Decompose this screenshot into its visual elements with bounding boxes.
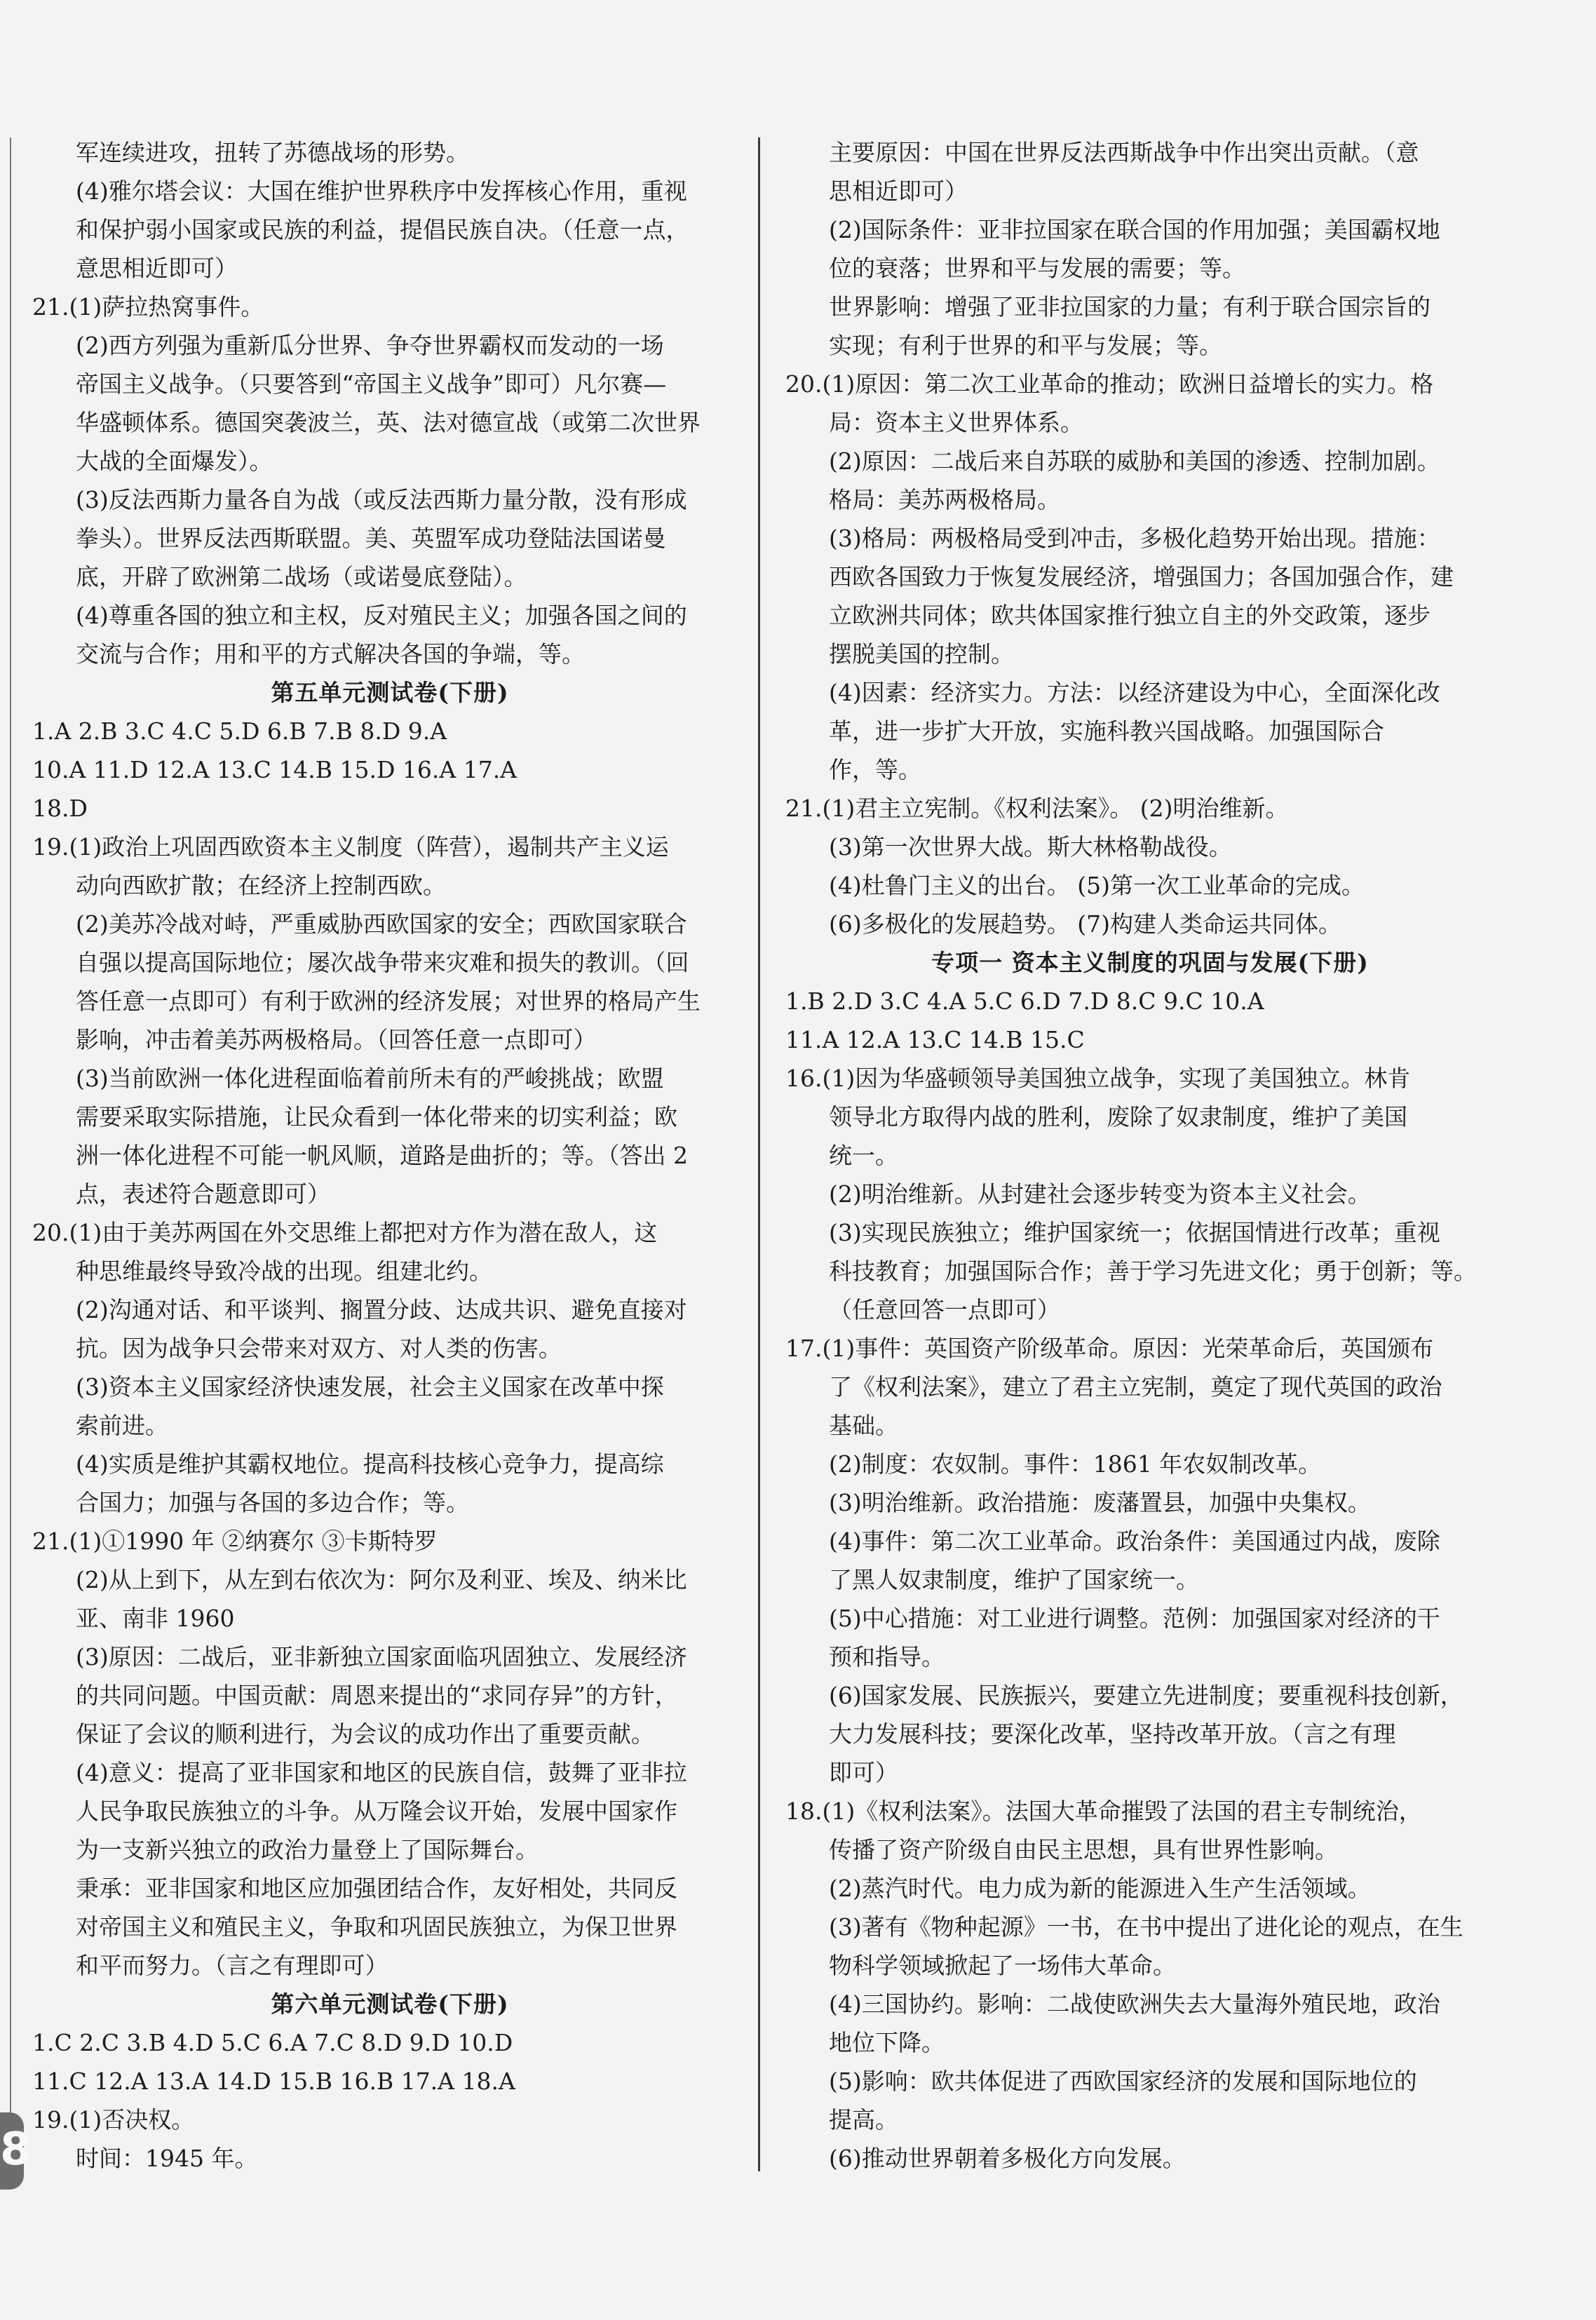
answer-line: (3)实现民族独立；维护国家统一；依据国情进行改革；重视 [829,1219,1440,1246]
answer-line: (4)杜鲁门主义的出台。 (5)第一次工业革命的完成。 [829,872,1365,899]
answer-line: (4)因素：经济实力。方法：以经济建设为中心，全面深化改 [829,679,1440,706]
answer-line: 亚、南非 1960 [76,1605,235,1632]
answer-line: (5)中心措施：对工业进行调整。范例：加强国家对经济的干 [829,1605,1440,1632]
answer-line: 21.(1)萨拉热窝事件。 [32,293,264,321]
answer-line: 帝国主义战争。（只要答到“帝国主义战争”即可）凡尔赛— [76,370,667,398]
answer-line: (5)影响：欧共体促进了西欧国家经济的发展和国际地位的 [829,2068,1417,2095]
answer-line: 拳头）。世界反法西斯联盟。美、英盟军成功登陆法国诺曼 [76,525,666,552]
answer-line: 意思相近即可） [76,255,238,282]
answer-line: 科技教育；加强国际合作；善于学习先进文化；勇于创新；等。 [829,1257,1477,1285]
answer-line: 20.(1)由于美苏两国在外交思维上都把对方作为潜在敌人，这 [32,1219,658,1246]
answer-line: 索前进。 [76,1412,168,1439]
answer-line: 抗。因为战争只会带来对双方、对人类的伤害。 [76,1335,562,1362]
answer-line: 为一支新兴独立的政治力量登上了国际舞台。 [76,1836,539,1863]
section-heading: 第六单元测试卷(下册) [271,1990,509,2018]
answer-line: 提高。 [829,2106,898,2133]
answer-line: 影响，冲击着美苏两极格局。（回答任意一点即可） [76,1026,597,1053]
answer-line: (3)当前欧洲一体化进程面临着前所未有的严峻挑战；欧盟 [76,1065,664,1092]
answer-line: 领导北方取得内战的胜利，废除了奴隶制度，维护了美国 [829,1103,1407,1131]
answer-line: 人民争取民族独立的斗争。从万隆会议开始，发展中国家作 [76,1798,677,1825]
answer-line: 了《权利法案》，建立了君主立宪制，奠定了现代英国的政治 [829,1373,1442,1401]
answer-line: 需要采取实际措施，让民众看到一体化带来的切实利益；欧 [76,1103,677,1131]
answer-line: （任意回答一点即可） [829,1296,1060,1323]
answer-line: 格局：美苏两极格局。 [829,486,1060,513]
answer-line: (4)意义：提高了亚非国家和地区的民族自信，鼓舞了亚非拉 [76,1759,687,1786]
answer-line: 了黑人奴隶制度，维护了国家统一。 [829,1566,1199,1593]
answer-line: 革，进一步扩大开放，实施科教兴国战略。加强国际合 [829,717,1384,745]
page-number: 8 [0,2124,32,2176]
answer-line: (3)明治维新。政治措施：废藩置县，加强中央集权。 [829,1489,1371,1516]
answer-line: (4)尊重各国的独立和主权，反对殖民主义；加强各国之间的 [76,602,687,629]
section-heading: 专项一 资本主义制度的巩固与发展(下册) [931,949,1369,976]
answer-line: 位的衰落；世界和平与发展的需要；等。 [829,255,1245,282]
answer-line: 时间：1945 年。 [76,2145,258,2172]
answer-line: 11.A 12.A 13.C 14.B 15.C [785,1026,1085,1053]
answer-line: 自强以提高国际地位；屡次战争带来灾难和损失的教训。（回 [76,949,689,976]
answer-line: 保证了会议的顺利进行，为会议的成功作出了重要贡献。 [76,1720,654,1748]
answer-line: 地位下降。 [829,2029,945,2056]
answer-line: (3)原因：二战后，亚非新独立国家面临巩固独立、发展经济 [76,1643,687,1671]
answer-line: 19.(1)政治上巩固西欧资本主义制度（阵营），遏制共产主义运 [32,833,669,861]
right-column [785,133,1515,2178]
answer-line: (6)推动世界朝着多极化方向发展。 [829,2145,1186,2172]
answer-line: 局：资本主义世界体系。 [829,409,1083,436]
answer-line: 17.(1)事件：英国资产阶级革命。原因：光荣革命后，英国颁布 [785,1335,1434,1362]
answer-line: 1.C 2.C 3.B 4.D 5.C 6.A 7.C 8.D 9.D 10.D [32,2029,513,2056]
answer-line: (3)著有《物种起源》一书，在书中提出了进化论的观点，在生 [829,1913,1463,1941]
answer-line: (3)第一次世界大战。斯大林格勒战役。 [829,833,1232,861]
answer-line: 答任意一点即可）有利于欧洲的经济发展；对世界的格局产生 [76,987,701,1015]
answer-line: 物科学领域掀起了一场伟大革命。 [829,1952,1176,1979]
answer-line: 18.D [32,795,88,822]
answer-line: 军连续进攻，扭转了苏德战场的形势。 [76,139,469,166]
answer-line: (2)明治维新。从封建社会逐步转变为资本主义社会。 [829,1180,1371,1208]
answer-line: 传播了资产阶级自由民主思想，具有世界性影响。 [829,1836,1338,1863]
section-heading: 第五单元测试卷(下册) [271,679,509,706]
answer-line: 10.A 11.D 12.A 13.C 14.B 15.D 16.A 17.A [32,756,518,783]
answer-line: (3)反法西斯力量各自为战（或反法西斯力量分散，没有形成 [76,486,687,513]
answer-line: (3)资本主义国家经济快速发展，社会主义国家在改革中探 [76,1373,664,1401]
answer-line: 主要原因：中国在世界反法西斯战争中作出突出贡献。（意 [829,139,1419,166]
answer-line: 合国力；加强与各国的多边合作；等。 [76,1489,469,1516]
answer-line: (4)雅尔塔会议：大国在维护世界秩序中发挥核心作用，重视 [76,177,687,205]
answer-line: (4)三国协约。影响：二战使欧洲失去大量海外殖民地，政治 [829,1990,1440,2018]
answer-line: 大力发展科技；要深化改革，坚持改革开放。（言之有理 [829,1720,1396,1748]
answer-line: 20.(1)原因：第二次工业革命的推动；欧洲日益增长的实力。格 [785,370,1434,398]
answer-line: 16.(1)因为华盛顿领导美国独立战争，实现了美国独立。林肯 [785,1065,1411,1092]
answer-line: 和保护弱小国家或民族的利益，提倡民族自决。（任意一点， [76,216,689,243]
answer-line: (2)制度：农奴制。事件：1861 年农奴制改革。 [829,1450,1322,1478]
answer-line: 大战的全面爆发）。 [76,447,273,475]
answer-line: 种思维最终导致冷战的出现。组建北约。 [76,1257,492,1285]
answer-line: 华盛顿体系。德国突袭波兰，英、法对德宣战（或第二次世界 [76,409,701,436]
answer-line: (2)西方列强为重新瓜分世界、争夺世界霸权而发动的一场 [76,332,664,359]
answer-line: 对帝国主义和殖民主义，争取和巩固民族独立，为保卫世界 [76,1913,677,1941]
answer-line: 基础。 [829,1412,898,1439]
answer-line: 统一。 [829,1142,898,1169]
answer-line: (2)美苏冷战对峙，严重威胁西欧国家的安全；西欧国家联合 [76,910,687,938]
answer-line: 21.(1)君主立宪制。《权利法案》。 (2)明治维新。 [785,795,1289,822]
answer-line: (2)从上到下，从左到右依次为：阿尔及利亚、埃及、纳米比 [76,1566,687,1593]
answer-line: 秉承：亚非国家和地区应加强团结合作，友好相处，共同反 [76,1875,677,1902]
answer-line: 21.(1)①1990 年 ②纳赛尔 ③卡斯特罗 [32,1527,438,1555]
answer-line: 19.(1)否决权。 [32,2106,195,2133]
answer-line: 实现；有利于世界的和平与发展；等。 [829,332,1222,359]
answer-line: 预和指导。 [829,1643,945,1671]
answer-line: 11.C 12.A 13.A 14.D 15.B 16.B 17.A 18.A [32,2068,515,2095]
answer-line: (4)实质是维护其霸权地位。提高科技核心竞争力，提高综 [76,1450,664,1478]
answer-line: (6)国家发展、民族振兴，要建立先进制度；要重视科技创新， [829,1682,1463,1709]
answer-line: 底，开辟了欧洲第二战场（或诺曼底登陆）。 [76,563,527,591]
answer-line: 1.A 2.B 3.C 4.C 5.D 6.B 7.B 8.D 9.A [32,717,447,745]
answer-line: 思相近即可） [829,177,968,205]
answer-line: 世界影响：增强了亚非拉国家的力量；有利于联合国宗旨的 [829,293,1431,321]
answer-line: 的共同问题。中国贡献：周恩来提出的“求同存异”的方针， [76,1682,678,1709]
answer-line: 点，表述符合题意即可） [76,1180,330,1208]
answer-line: (2)蒸汽时代。电力成为新的能源进入生产生活领域。 [829,1875,1371,1902]
answer-line: 摆脱美国的控制。 [829,640,1014,668]
answer-line: 1.B 2.D 3.C 4.A 5.C 6.D 7.D 8.C 9.C 10.A [785,987,1264,1015]
answer-line: 西欧各国致力于恢复发展经济，增强国力；各国加强合作，建 [829,563,1454,591]
answer-line: (2)国际条件：亚非拉国家在联合国的作用加强；美国霸权地 [829,216,1440,243]
answer-line: 交流与合作；用和平的方式解决各国的争端，等。 [76,640,585,668]
answer-line: 即可） [829,1759,898,1786]
answer-line: (4)事件：第二次工业革命。政治条件：美国通过内战，废除 [829,1527,1440,1555]
answer-line: 作，等。 [829,756,921,783]
answer-line: 立欧洲共同体；欧共体国家推行独立自主的外交政策，逐步 [829,602,1431,629]
answer-line: 动向西欧扩散；在经济上控制西欧。 [76,872,446,899]
answer-line: 和平而努力。（言之有理即可） [76,1952,388,1979]
answer-line: 18.(1)《权利法案》。法国大革命摧毁了法国的君主专制统治， [785,1798,1422,1825]
answer-line: (2)原因：二战后来自苏联的威胁和美国的渗透、控制加剧。 [829,447,1440,475]
answer-line: (6)多极化的发展趋势。 (7)构建人类命运共同体。 [829,910,1341,938]
column-divider [758,137,760,2171]
left-margin-rule [10,137,11,2143]
left-column [32,133,748,2178]
answer-line: 洲一体化进程不可能一帆风顺，道路是曲折的；等。（答出 2 [76,1142,688,1169]
answer-line: (3)格局：两极格局受到冲击，多极化趋势开始出现。措施： [829,525,1440,552]
answer-line: (2)沟通对话、和平谈判、搁置分歧、达成共识、避免直接对 [76,1296,687,1323]
